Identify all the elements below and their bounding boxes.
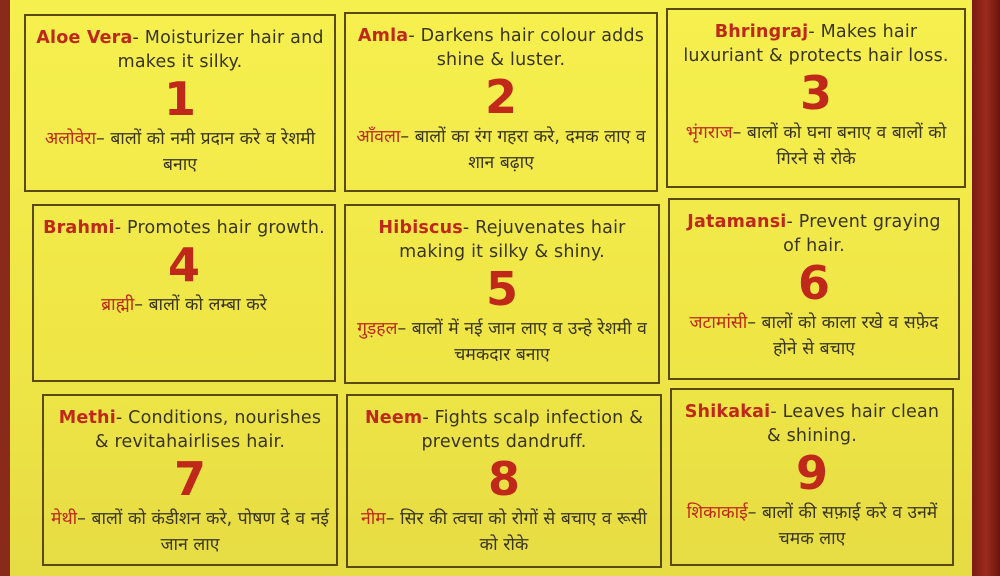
ingredient-cell-jatamansi (668, 198, 960, 380)
ingredient-number: 3 (799, 66, 832, 120)
ingredient-description-hindi: – सिर की त्वचा को रोगों से बचाए व रूसी को रोके (385, 509, 647, 555)
ingredient-cell-shikakai (670, 388, 954, 566)
ingredient-description: - Darkens hair colour adds shine & luster. (408, 26, 645, 70)
ingredient-name-hindi: जटामांसी (689, 313, 748, 333)
ingredient-name: Hibiscus (378, 218, 463, 238)
ingredient-description-hindi: – बालों का रंग गहरा करे, दमक लाए व शान बढ़ाए (400, 127, 646, 173)
ingredient-description-hindi: – बालों को कंडीशन करे, पोषण दे व नई जान लाए (77, 509, 329, 555)
ingredient-name-hindi: अलोवेरा (44, 129, 96, 149)
ingredient-name: Jatamansi (687, 212, 787, 232)
ingredient-description: - Makes hair luxuriant & protects hair loss. (683, 22, 949, 66)
ingredient-cell-methi (42, 394, 338, 566)
ingredient-name-hindi: मेथी (50, 509, 78, 529)
ingredient-description-hindi: – बालों को लम्बा करे (134, 295, 267, 315)
ingredient-description: - Leaves hair clean & shining. (767, 402, 940, 446)
ingredient-number: 4 (167, 238, 200, 292)
ingredient-cell-brahmi (32, 204, 336, 382)
ingredient-description: - Fights scalp infection & prevents dandruff. (421, 408, 644, 452)
ingredient-number: 1 (163, 72, 196, 126)
ingredient-name-hindi: गुड़हल (357, 319, 398, 339)
ingredient-name: Bhringraj (714, 22, 809, 42)
ingredient-name-hindi: शिकाकाई (686, 503, 748, 523)
ingredient-number: 5 (485, 262, 518, 316)
ingredient-description-hindi: – बालों की सफ़ाई करे व उनमें चमक लाए (747, 503, 938, 549)
ingredient-number: 9 (795, 446, 828, 500)
board-frame-left (0, 0, 10, 576)
ingredient-cell-aloe-vera (24, 14, 336, 192)
ingredient-name: Methi (58, 408, 116, 428)
ingredient-name-hindi: नीम (361, 509, 386, 529)
ingredient-name: Aloe Vera (36, 28, 133, 48)
ingredient-name: Neem (364, 408, 423, 428)
ingredient-description-hindi: – बालों में नई जान लाए व उन्हे रेशमी व चमकदार बनाए (397, 319, 647, 365)
ingredient-name: Brahmi (43, 218, 115, 238)
ingredient-description: - Prevent graying of hair. (783, 212, 941, 256)
ingredient-description: - Rejuvenates hair making it silky & shiny. (399, 218, 626, 262)
ingredient-description-hindi: – बालों को घना बनाए व बालों को गिरने से रोके (732, 123, 947, 169)
ingredient-name-hindi: आँवला (356, 127, 401, 147)
ingredient-name-hindi: ब्राह्मी (101, 295, 135, 315)
ingredient-name: Shikakai (684, 402, 771, 422)
ingredient-cell-bhringraj (666, 8, 966, 188)
ingredient-cell-amla (344, 12, 658, 192)
ingredient-description: - Conditions, nourishes & revitahairlises hair. (94, 408, 322, 452)
ingredient-number: 2 (484, 70, 517, 124)
ingredient-description-hindi: – बालों को काला रखे व सफ़ेद होने से बचाए (747, 313, 939, 359)
ingredient-description: - Moisturizer hair and makes it silky. (117, 28, 324, 72)
ingredient-description: - Promotes hair growth. (114, 218, 325, 238)
ingredient-number: 8 (487, 452, 520, 506)
ingredient-cell-neem (346, 394, 662, 568)
ingredient-number: 7 (173, 452, 206, 506)
ingredient-cell-hibiscus (344, 204, 660, 384)
ingredient-description-hindi: – बालों को नमी प्रदान करे व रेशमी बनाए (96, 129, 316, 175)
ingredient-name-hindi: भृंगराज (685, 123, 733, 143)
ingredient-name: Amla (357, 26, 409, 46)
board-frame-right (972, 0, 1000, 576)
ingredient-number: 6 (797, 256, 830, 310)
